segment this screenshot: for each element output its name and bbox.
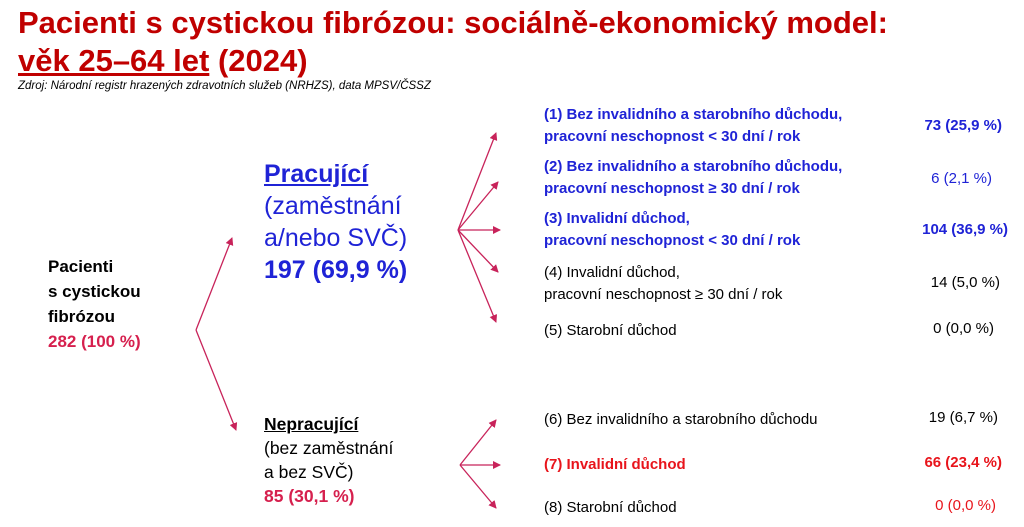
category-2	[544, 156, 842, 200]
category-3-line-2: pracovní neschopnost < 30 dní / rok	[544, 232, 801, 249]
not-working-count: 85 (30,1 %)	[264, 486, 355, 506]
category-3-value: 104 (36,9 %)	[922, 221, 1008, 238]
arrow-notworking-8	[460, 465, 496, 508]
category-5	[544, 320, 677, 342]
working-sub-2: a/nebo SVČ)	[264, 224, 408, 252]
not-working-sub-1: (bez zaměstnání	[264, 438, 394, 458]
category-7-line-1: (7) Invalidní důchod	[544, 456, 686, 473]
category-1-line-1: (1) Bez invalidního a starobního důchodu,	[544, 106, 843, 123]
category-4	[544, 262, 782, 306]
category-4-value: 14 (5,0 %)	[930, 274, 1000, 291]
title-year: (2024)	[209, 43, 308, 78]
category-6-value: 19 (6,7 %)	[928, 409, 998, 426]
arrow-working-5	[458, 230, 496, 322]
root-label-line-2: s cystickou	[48, 282, 141, 301]
not-working-sub-2: a bez SVČ)	[264, 462, 354, 482]
not-working-heading: Nepracující	[264, 414, 359, 434]
arrow-root-notworking	[196, 330, 236, 430]
root-label-line-1: Pacienti	[48, 257, 114, 276]
category-1	[544, 104, 842, 148]
arrow-working-4	[458, 230, 498, 272]
root-label-line-3: fibrózou	[48, 307, 116, 326]
category-2-value: 6 (2,1 %)	[931, 170, 992, 187]
working-heading: Pracující	[264, 160, 369, 188]
title-age-range: věk 25–64 let	[18, 43, 210, 78]
category-6	[544, 409, 818, 431]
working-sub-1: (zaměstnání	[264, 192, 402, 220]
title-line-1: Pacienti s cystickou fibrózou: sociálně-ekonomický model:	[18, 5, 888, 40]
source-note: Zdroj: Národní registr hrazených zdravotních služeb (NRHZS), data MPSV/ČSSZ	[18, 80, 431, 92]
category-5-value: 0 (0,0 %)	[933, 320, 994, 337]
category-8-line-1: (8) Starobní důchod	[544, 499, 677, 516]
arrow-working-1	[458, 133, 496, 230]
root-node	[48, 254, 141, 354]
category-8-value: 0 (0,0 %)	[935, 497, 996, 514]
category-3	[544, 208, 800, 252]
category-6-line-1: (6) Bez invalidního a starobního důchodu	[544, 411, 818, 428]
category-1-line-2: pracovní neschopnost < 30 dní / rok	[544, 128, 801, 145]
category-2-line-1: (2) Bez invalidního a starobního důchodu,	[544, 158, 843, 175]
working-count: 197 (69,9 %)	[264, 256, 408, 284]
category-7-value: 66 (23,4 %)	[924, 454, 1002, 471]
root-count: 282 (100 %)	[48, 332, 141, 351]
category-5-line-1: (5) Starobní důchod	[544, 322, 677, 339]
category-8	[544, 497, 677, 519]
category-1-value: 73 (25,9 %)	[924, 117, 1002, 134]
category-7	[544, 454, 686, 476]
category-4-line-1: (4) Invalidní důchod,	[544, 264, 680, 281]
arrow-working-2	[458, 182, 498, 230]
category-2-line-2: pracovní neschopnost ≥ 30 dní / rok	[544, 180, 800, 197]
category-4-line-2: pracovní neschopnost ≥ 30 dní / rok	[544, 286, 783, 303]
category-3-line-1: (3) Invalidní důchod,	[544, 210, 690, 227]
arrow-notworking-6	[460, 420, 496, 465]
arrow-root-working	[196, 238, 232, 330]
not-working-node	[264, 412, 393, 508]
working-node	[264, 158, 407, 286]
